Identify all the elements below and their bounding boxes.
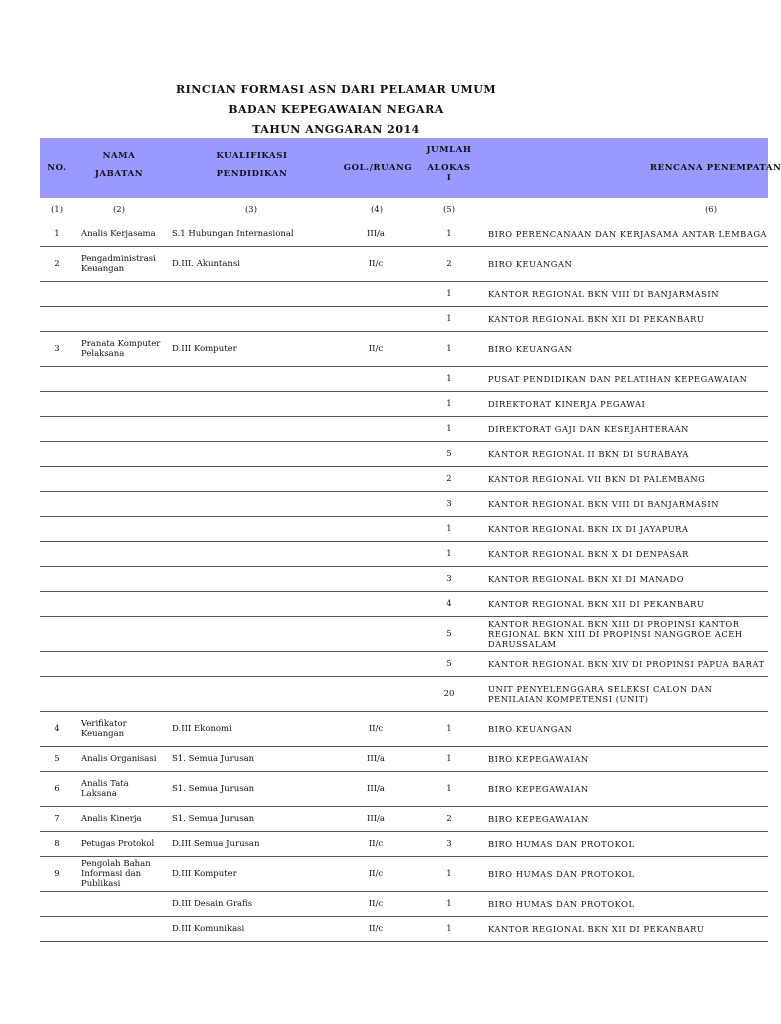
title-line-3: TAHUN ANGGARAN 2014	[252, 123, 420, 136]
column-number-row	[40, 201, 768, 219]
table-header	[40, 138, 781, 198]
row-kualifikasi: D.III Komunikasi	[172, 924, 245, 934]
row-penempatan: KANTOR REGIONAL BKN VIII DI BANJARMASIN	[488, 289, 720, 299]
row-number	[40, 492, 74, 516]
row-jabatan: Analis Tata Laksana	[81, 779, 129, 799]
row-jumlah: 5	[446, 629, 452, 639]
row-jabatan	[81, 467, 167, 491]
row-penempatan: DIREKTORAT KINERJA PEGAWAI	[488, 399, 646, 409]
table-row	[40, 832, 768, 857]
row-kualifikasi: D.III Komputer	[172, 869, 237, 879]
row-penempatan: KANTOR REGIONAL BKN XI DI MANADO	[488, 574, 685, 584]
row-number: 3	[54, 344, 60, 354]
table-row	[40, 747, 768, 772]
row-gol-ruang	[340, 567, 412, 591]
table-row	[40, 772, 768, 807]
colnum-3: (3)	[244, 205, 258, 215]
row-penempatan: BIRO HUMAS DAN PROTOKOL	[488, 839, 635, 849]
row-penempatan: BIRO KEUANGAN	[488, 724, 573, 734]
table-row	[40, 917, 768, 942]
row-jumlah: 1	[446, 229, 452, 239]
row-jumlah: 20	[443, 689, 455, 699]
row-number	[40, 652, 74, 676]
row-gol-ruang	[340, 282, 412, 306]
formation-table	[40, 222, 768, 942]
row-jabatan	[81, 617, 167, 651]
row-kualifikasi	[172, 467, 332, 491]
row-gol-ruang: II/c	[368, 839, 384, 849]
row-number: 2	[54, 259, 60, 269]
colnum-6: (6)	[704, 205, 718, 215]
table-row	[40, 282, 768, 307]
row-kualifikasi: S1. Semua Jurusan	[172, 814, 255, 824]
row-jumlah: 1	[446, 899, 452, 909]
row-jumlah: 1	[446, 754, 452, 764]
row-gol-ruang	[340, 592, 412, 616]
row-jumlah: 5	[446, 659, 452, 669]
row-kualifikasi: S1. Semua Jurusan	[172, 784, 255, 794]
row-penempatan: BIRO HUMAS DAN PROTOKOL	[488, 899, 635, 909]
title-line-1: RINCIAN FORMASI ASN DARI PELAMAR UMUM	[175, 83, 497, 96]
header-no: NO.	[47, 163, 67, 173]
row-gol-ruang: III/a	[366, 754, 385, 764]
row-penempatan: KANTOR REGIONAL BKN XII DI PEKANBARU	[488, 314, 705, 324]
colnum-1: (1)	[50, 205, 64, 215]
header-jumlah-2: ALOKAS	[427, 163, 471, 173]
header-kualifikasi-1: KUALIFIKASI	[216, 151, 288, 161]
row-penempatan: BIRO KEPEGAWAIAN	[488, 814, 589, 824]
row-gol-ruang: II/c	[368, 724, 384, 734]
row-number	[40, 367, 74, 391]
row-number: 9	[54, 869, 60, 879]
row-kualifikasi: D.III Komputer	[172, 344, 237, 354]
row-jumlah: 1	[446, 289, 452, 299]
row-jumlah: 1	[446, 424, 452, 434]
row-penempatan: KANTOR REGIONAL VII BKN DI PALEMBANG	[488, 474, 706, 484]
row-gol-ruang: III/a	[366, 229, 385, 239]
row-penempatan: KANTOR REGIONAL BKN XII DI PEKANBARU	[488, 599, 705, 609]
header-jumlah-3: I	[446, 173, 452, 183]
row-kualifikasi	[172, 442, 332, 466]
row-jabatan	[81, 567, 167, 591]
row-gol-ruang	[340, 307, 412, 331]
table-row	[40, 652, 768, 677]
row-number: 1	[54, 229, 60, 239]
row-jabatan	[81, 917, 167, 941]
row-jabatan	[81, 542, 167, 566]
row-penempatan: KANTOR REGIONAL II BKN DI SURABAYA	[488, 449, 689, 459]
row-kualifikasi	[172, 392, 332, 416]
table-row	[40, 467, 768, 492]
row-kualifikasi: D.III Ekonomi	[172, 724, 232, 734]
row-jabatan	[81, 492, 167, 516]
row-number	[40, 617, 74, 651]
row-jumlah: 1	[446, 314, 452, 324]
row-jumlah: 2	[446, 474, 452, 484]
row-gol-ruang	[340, 492, 412, 516]
row-jabatan: Pengadministrasi Keuangan	[81, 254, 156, 274]
row-kualifikasi: D.III Semua Jurusan	[172, 839, 260, 849]
row-number	[40, 392, 74, 416]
row-jabatan	[81, 442, 167, 466]
table-row	[40, 617, 768, 652]
colnum-2: (2)	[112, 205, 126, 215]
row-number	[40, 517, 74, 541]
row-number	[40, 282, 74, 306]
row-number: 8	[54, 839, 60, 849]
row-penempatan: BIRO HUMAS DAN PROTOKOL	[488, 869, 635, 879]
row-jumlah: 2	[446, 814, 452, 824]
header-kualifikasi-2: PENDIDIKAN	[216, 169, 288, 179]
table-row	[40, 367, 768, 392]
row-kualifikasi	[172, 307, 332, 331]
row-kualifikasi	[172, 677, 332, 711]
colnum-5: (5)	[442, 205, 456, 215]
document-title	[40, 80, 632, 140]
row-jumlah: 1	[446, 549, 452, 559]
row-kualifikasi	[172, 567, 332, 591]
row-kualifikasi	[172, 417, 332, 441]
row-jabatan	[81, 592, 167, 616]
header-jumlah-1: JUMLAH	[426, 145, 472, 155]
table-row	[40, 677, 768, 712]
row-penempatan: KANTOR REGIONAL BKN IX DI JAYAPURA	[488, 524, 689, 534]
row-jumlah: 1	[446, 374, 452, 384]
row-gol-ruang	[340, 677, 412, 711]
header-rencana-penempatan: RENCANA PENEMPATAN	[650, 163, 781, 173]
row-gol-ruang	[340, 652, 412, 676]
row-penempatan: BIRO PERENCANAAN DAN KERJASAMA ANTAR LEMBAGA	[488, 229, 768, 239]
row-penempatan: KANTOR REGIONAL BKN XIII DI PROPINSI KANTOR REGIONAL BKN XIII DI PROPINSI NANGGROE ACEH DARUSSALAM	[488, 619, 743, 649]
table-row	[40, 307, 768, 332]
row-penempatan: KANTOR REGIONAL BKN XIV DI PROPINSI PAPUA BARAT	[488, 659, 765, 669]
row-jumlah: 1	[446, 724, 452, 734]
row-jabatan: Analis Kerjasama	[81, 229, 156, 239]
row-jumlah: 2	[446, 259, 452, 269]
row-number: 6	[54, 784, 60, 794]
row-penempatan: PUSAT PENDIDIKAN DAN PELATIHAN KEPEGAWAIAN	[488, 374, 748, 384]
table-row	[40, 222, 768, 247]
row-number	[40, 917, 74, 941]
row-jabatan: Verifikator Keuangan	[81, 719, 127, 739]
table-row	[40, 542, 768, 567]
table-row	[40, 892, 768, 917]
row-gol-ruang: III/a	[366, 814, 385, 824]
row-penempatan: DIREKTORAT GAJI DAN KESEJAHTERAAN	[488, 424, 689, 434]
row-jabatan	[81, 652, 167, 676]
row-jabatan	[81, 367, 167, 391]
row-gol-ruang: II/c	[368, 869, 384, 879]
row-jumlah: 3	[446, 499, 452, 509]
colnum-4: (4)	[370, 205, 384, 215]
row-number	[40, 567, 74, 591]
row-jabatan: Analis Organisasi	[81, 754, 157, 764]
row-gol-ruang: II/c	[368, 259, 384, 269]
header-gol-ruang: GOL./RUANG	[343, 163, 413, 173]
row-jabatan	[81, 892, 167, 916]
row-jabatan: Pengolah Bahan Informasi dan Publikasi	[81, 859, 151, 889]
table-row	[40, 857, 768, 892]
row-kualifikasi: D.III. Akuntansi	[172, 259, 240, 269]
row-number	[40, 542, 74, 566]
row-jumlah: 3	[446, 574, 452, 584]
row-number: 5	[54, 754, 60, 764]
row-number	[40, 417, 74, 441]
row-gol-ruang	[340, 517, 412, 541]
row-gol-ruang	[340, 617, 412, 651]
row-jumlah: 5	[446, 449, 452, 459]
row-number	[40, 677, 74, 711]
row-gol-ruang	[340, 442, 412, 466]
row-number	[40, 467, 74, 491]
row-gol-ruang: III/a	[366, 784, 385, 794]
row-penempatan: BIRO KEUANGAN	[488, 259, 573, 269]
row-number: 7	[54, 814, 60, 824]
table-row	[40, 517, 768, 542]
row-jabatan: Analis Kinerja	[81, 814, 142, 824]
row-kualifikasi	[172, 542, 332, 566]
row-jumlah: 1	[446, 784, 452, 794]
row-gol-ruang	[340, 467, 412, 491]
row-jumlah: 1	[446, 399, 452, 409]
header-nama-2: JABATAN	[94, 169, 144, 179]
row-jumlah: 1	[446, 869, 452, 879]
row-kualifikasi	[172, 282, 332, 306]
row-kualifikasi: D.III Desain Grafis	[172, 899, 253, 909]
row-jumlah: 3	[446, 839, 452, 849]
row-jabatan	[81, 517, 167, 541]
row-number	[40, 892, 74, 916]
row-jabatan: Petugas Protokol	[81, 839, 155, 849]
row-kualifikasi	[172, 492, 332, 516]
table-row	[40, 492, 768, 517]
table-row	[40, 592, 768, 617]
row-penempatan: BIRO KEPEGAWAIAN	[488, 754, 589, 764]
row-kualifikasi	[172, 652, 332, 676]
row-penempatan: BIRO KEUANGAN	[488, 344, 573, 354]
row-gol-ruang	[340, 367, 412, 391]
table-row	[40, 247, 768, 282]
table-row	[40, 807, 768, 832]
row-kualifikasi	[172, 517, 332, 541]
row-jumlah: 4	[446, 599, 452, 609]
row-number	[40, 307, 74, 331]
row-penempatan: KANTOR REGIONAL BKN VIII DI BANJARMASIN	[488, 499, 720, 509]
row-jabatan: Pranata Komputer Pelaksana	[81, 339, 161, 359]
table-row	[40, 417, 768, 442]
row-jabatan	[81, 417, 167, 441]
table-row	[40, 392, 768, 417]
row-gol-ruang: II/c	[368, 924, 384, 934]
row-penempatan: UNIT PENYELENGGARA SELEKSI CALON DAN PENILAIAN KOMPETENSI (UNIT)	[488, 684, 713, 704]
header-nama-1: NAMA	[102, 151, 136, 161]
row-jumlah: 1	[446, 344, 452, 354]
table-row	[40, 567, 768, 592]
row-jabatan	[81, 677, 167, 711]
row-gol-ruang: II/c	[368, 899, 384, 909]
row-jumlah: 1	[446, 924, 452, 934]
table-row	[40, 712, 768, 747]
row-kualifikasi	[172, 617, 332, 651]
row-number	[40, 442, 74, 466]
row-gol-ruang	[340, 417, 412, 441]
row-jumlah: 1	[446, 524, 452, 534]
row-gol-ruang	[340, 392, 412, 416]
row-jabatan	[81, 392, 167, 416]
row-kualifikasi: S1. Semua Jurusan	[172, 754, 255, 764]
row-penempatan: KANTOR REGIONAL BKN XII DI PEKANBARU	[488, 924, 705, 934]
row-jabatan	[81, 282, 167, 306]
row-gol-ruang	[340, 542, 412, 566]
row-kualifikasi	[172, 592, 332, 616]
row-jabatan	[81, 307, 167, 331]
row-number	[40, 592, 74, 616]
row-penempatan: BIRO KEPEGAWAIAN	[488, 784, 589, 794]
row-number: 4	[54, 724, 60, 734]
table-row	[40, 332, 768, 367]
row-kualifikasi: S.1 Hubungan Internasional	[172, 229, 294, 239]
row-kualifikasi	[172, 367, 332, 391]
row-gol-ruang: II/c	[368, 344, 384, 354]
title-line-2: BADAN KEPEGAWAIAN NEGARA	[228, 103, 444, 116]
table-row	[40, 442, 768, 467]
row-penempatan: KANTOR REGIONAL BKN X DI DENPASAR	[488, 549, 689, 559]
